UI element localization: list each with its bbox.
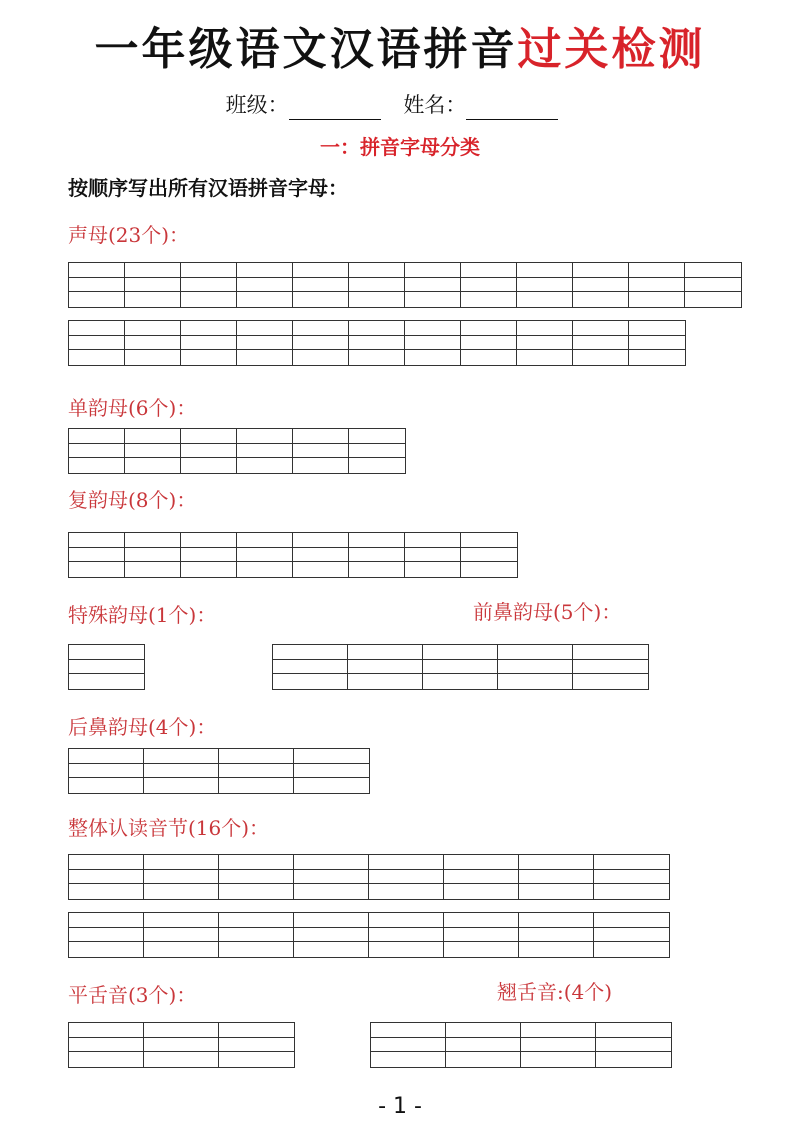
pinyin-writing-cell[interactable]	[371, 1023, 446, 1067]
section-heading: 一：拼音字母分类	[320, 135, 480, 159]
pinyin-writing-cell[interactable]	[273, 645, 348, 689]
name-blank[interactable]	[466, 97, 558, 120]
pinyin-writing-cell[interactable]	[125, 263, 181, 307]
page-number: - 1 -	[378, 1094, 422, 1119]
pinyin-writing-cell[interactable]	[573, 263, 629, 307]
pinyin-writing-cell[interactable]	[237, 429, 293, 473]
pinyin-writing-cell[interactable]	[405, 263, 461, 307]
zhengti-grid-row2[interactable]	[68, 912, 670, 958]
pinyin-writing-cell[interactable]	[219, 855, 294, 899]
dan-yunmu-grid[interactable]	[68, 428, 406, 474]
pinyin-writing-cell[interactable]	[349, 263, 405, 307]
pinyin-writing-cell[interactable]	[181, 263, 237, 307]
teshu-yunmu-grid[interactable]	[68, 644, 145, 690]
fu-yunmu-grid[interactable]	[68, 532, 518, 578]
pinyin-writing-cell[interactable]	[219, 1023, 294, 1067]
instruction-text: 按顺序写出所有汉语拼音字母：	[68, 176, 348, 200]
pinyin-writing-cell[interactable]	[423, 645, 498, 689]
pinyin-writing-cell[interactable]	[219, 913, 294, 957]
zhengti-label: 整体认读音节(16个)：	[68, 816, 270, 840]
pinyin-writing-cell[interactable]	[685, 263, 741, 307]
pinyin-writing-cell[interactable]	[517, 321, 573, 365]
pinyin-writing-cell[interactable]	[144, 855, 219, 899]
pinyin-writing-cell[interactable]	[573, 645, 648, 689]
pinyin-writing-cell[interactable]	[294, 913, 369, 957]
pinyin-writing-cell[interactable]	[69, 1023, 144, 1067]
pinyin-writing-cell[interactable]	[294, 749, 369, 793]
pinyin-writing-cell[interactable]	[293, 533, 349, 577]
pinyin-writing-cell[interactable]	[349, 321, 405, 365]
qianbi-yunmu-label: 前鼻韵母(5个)：	[473, 600, 622, 624]
pinyin-writing-cell[interactable]	[519, 913, 594, 957]
pinyin-writing-cell[interactable]	[293, 263, 349, 307]
pinyin-writing-cell[interactable]	[349, 533, 405, 577]
pinyin-writing-cell[interactable]	[349, 429, 405, 473]
pinyin-writing-cell[interactable]	[369, 913, 444, 957]
pinyin-writing-cell[interactable]	[144, 749, 219, 793]
pinyin-writing-cell[interactable]	[521, 1023, 596, 1067]
pinyin-writing-cell[interactable]	[144, 913, 219, 957]
pinyin-writing-cell[interactable]	[69, 749, 144, 793]
dan-yunmu-label: 单韵母(6个)：	[68, 396, 197, 420]
pinyin-writing-cell[interactable]	[69, 855, 144, 899]
houbi-yunmu-grid[interactable]	[68, 748, 370, 794]
pinyin-writing-cell[interactable]	[461, 321, 517, 365]
pinyin-writing-cell[interactable]	[629, 263, 685, 307]
pinyin-writing-cell[interactable]	[461, 533, 517, 577]
pinyin-writing-cell[interactable]	[629, 321, 685, 365]
pinyin-writing-cell[interactable]	[125, 429, 181, 473]
pinyin-writing-cell[interactable]	[594, 855, 669, 899]
pinyin-writing-cell[interactable]	[69, 913, 144, 957]
worksheet-title	[0, 22, 800, 78]
pinyin-writing-cell[interactable]	[69, 429, 125, 473]
teshu-yunmu-label: 特殊韵母(1个)：	[68, 603, 217, 627]
pinyin-writing-cell[interactable]	[219, 749, 294, 793]
class-blank[interactable]	[289, 97, 381, 120]
fu-yunmu-label: 复韵母(8个)：	[68, 488, 197, 512]
pinyin-writing-cell[interactable]	[294, 855, 369, 899]
pinyin-writing-cell[interactable]	[596, 1023, 671, 1067]
pinyin-writing-cell[interactable]	[181, 321, 237, 365]
name-label: 姓名：	[403, 93, 467, 117]
shengmu-label: 声母(23个)：	[68, 223, 190, 247]
pinyin-writing-cell[interactable]	[498, 645, 573, 689]
pinyin-writing-cell[interactable]	[293, 321, 349, 365]
pinyin-writing-cell[interactable]	[181, 533, 237, 577]
pingshe-label: 平舌音(3个)：	[68, 983, 197, 1007]
title-highlight: 过关检测	[517, 24, 706, 75]
pinyin-writing-cell[interactable]	[69, 533, 125, 577]
qianbi-yunmu-grid[interactable]	[272, 644, 649, 690]
zhengti-grid-row1[interactable]	[68, 854, 670, 900]
pinyin-writing-cell[interactable]	[293, 429, 349, 473]
pinyin-writing-cell[interactable]	[69, 263, 125, 307]
pinyin-writing-cell[interactable]	[181, 429, 237, 473]
pinyin-writing-cell[interactable]	[69, 321, 125, 365]
pinyin-writing-cell[interactable]	[348, 645, 423, 689]
shengmu-grid-row2[interactable]	[68, 320, 686, 366]
pinyin-writing-cell[interactable]	[517, 263, 573, 307]
pinyin-writing-cell[interactable]	[69, 645, 144, 689]
pinyin-writing-cell[interactable]	[461, 263, 517, 307]
pinyin-writing-cell[interactable]	[125, 533, 181, 577]
pinyin-writing-cell[interactable]	[594, 913, 669, 957]
pingshe-grid[interactable]	[68, 1022, 295, 1068]
qiaoshe-label: 翘舌音:(4个)	[497, 980, 613, 1004]
houbi-yunmu-label: 后鼻韵母(4个)：	[68, 715, 217, 739]
shengmu-grid-row1[interactable]	[68, 262, 742, 308]
pinyin-writing-cell[interactable]	[237, 321, 293, 365]
pinyin-writing-cell[interactable]	[405, 533, 461, 577]
pinyin-writing-cell[interactable]	[405, 321, 461, 365]
pinyin-writing-cell[interactable]	[125, 321, 181, 365]
class-label: 班级：	[225, 93, 289, 117]
pinyin-writing-cell[interactable]	[446, 1023, 521, 1067]
pinyin-writing-cell[interactable]	[369, 855, 444, 899]
pinyin-writing-cell[interactable]	[237, 263, 293, 307]
pinyin-writing-cell[interactable]	[444, 855, 519, 899]
pinyin-writing-cell[interactable]	[144, 1023, 219, 1067]
pinyin-writing-cell[interactable]	[573, 321, 629, 365]
pinyin-writing-cell[interactable]	[237, 533, 293, 577]
title-main: 一年级语文汉语拼音	[94, 24, 518, 75]
student-info	[0, 90, 800, 120]
pinyin-writing-cell[interactable]	[444, 913, 519, 957]
pinyin-writing-cell[interactable]	[519, 855, 594, 899]
qiaoshe-grid[interactable]	[370, 1022, 672, 1068]
